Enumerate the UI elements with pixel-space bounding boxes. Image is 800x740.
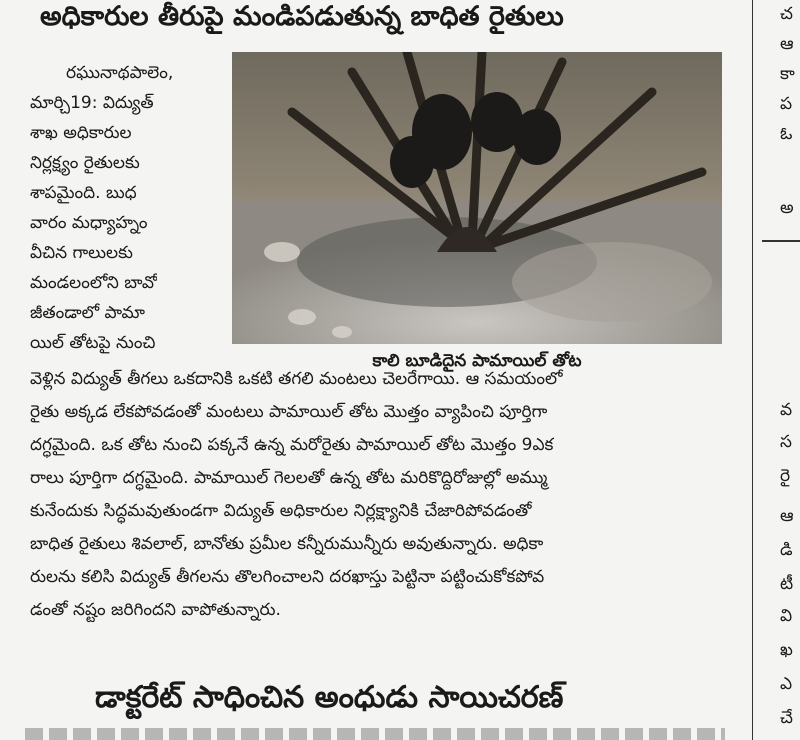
column-fragment: వ [780,400,793,420]
column-fragment: ఆ [780,34,794,54]
body-line: వీచిన గాలులకు [30,243,133,263]
column-fragment: కా [780,64,795,84]
palm-tree-photo-graphic [232,52,722,344]
column-fragment: ఓ [780,124,793,144]
column-fragment: ఖ [780,640,793,660]
article-photo-burnt-palm [232,52,722,344]
adjacent-column-rule [762,240,800,242]
body-line: మండలంలోని బావో [30,273,158,293]
next-article-text-cutoff [25,728,725,740]
column-fragment: ఆ [780,506,794,526]
body-line: రులను కలిసి విద్యుత్ తీగలను తొలగించాలని దరఖాస్తు పెట్టినా పట్టించుకోకపోవ [30,567,545,587]
body-line: నిర్లక్ష్యం రైతులకు [30,153,140,173]
column-fragment: స [780,432,792,452]
article-headline: అధికారుల తీరుపై మండిపడుతున్న బాధిత రైతులు [40,1,564,32]
body-line: మార్చి19: విద్యుత్ [30,93,154,113]
body-line: రఘునాథపాలెం, [66,63,174,83]
body-line: యిల్ తోటపై నుంచి [30,333,156,353]
photo-caption: కాలి బూడిదైన పామాయిల్ తోట [372,351,582,371]
body-line: శాపమైంది. బుధ [30,183,137,203]
body-line: వెళ్లిన విద్యుత్ తీగలు ఒకదానికి ఒకటి తగలి మంటలు చెలరేగాయి. ఆ సమయంలో [30,369,563,389]
next-article-headline: డాక్టరేట్ సాధించిన అంధుడు సాయిచరణ్ [95,680,564,715]
column-fragment: అ [780,198,794,218]
column-fragment: టీ [780,574,794,594]
body-line: దగ్ధమైంది. ఒక తోట నుంచి పక్కనే ఉన్న మరోరైతు పామాయిల్ తోట మొత్తం 9ఎక [30,435,554,455]
body-line: శాఖ అధికారుల [30,123,132,143]
body-line: కునేందుకు సిద్ధమవుతుండగా విద్యుత్ అధికారుల నిర్లక్ష్యానికి చేజారిపోవడంతో [30,501,532,521]
column-divider [752,0,753,740]
column-fragment: చ [780,4,793,24]
body-line: రైతు అక్కడ లేకపోవడంతో మంటలు పామాయిల్ తోట మొత్తం వ్యాపించి పూర్తిగా [30,402,548,422]
adjacent-column-fragments [760,0,800,740]
body-line: వారం మధ్యాహ్నం [30,213,148,233]
column-fragment: ఎ [780,674,793,694]
column-fragment: చే [780,708,793,728]
body-line: బాధిత రైతులు శివలాల్, బానోతు ప్రమీల కన్నీరుమున్నీరు అవుతున్నారు. అధికా [30,534,544,554]
body-line: జీతండాలో పామా [30,303,145,323]
body-line: డంతో నష్టం జరిగిందని వాపోతున్నారు. [30,600,281,620]
column-fragment: వి [780,606,793,626]
column-fragment: డి [780,540,793,560]
column-fragment: రై [780,466,791,486]
body-line: రాలు పూర్తిగా దగ్ధమైంది. పామాయిల్ గెలలతో ఉన్న తోట మరికొద్దిరోజుల్లో అమ్ము [30,468,548,488]
column-fragment: ప [780,94,793,114]
